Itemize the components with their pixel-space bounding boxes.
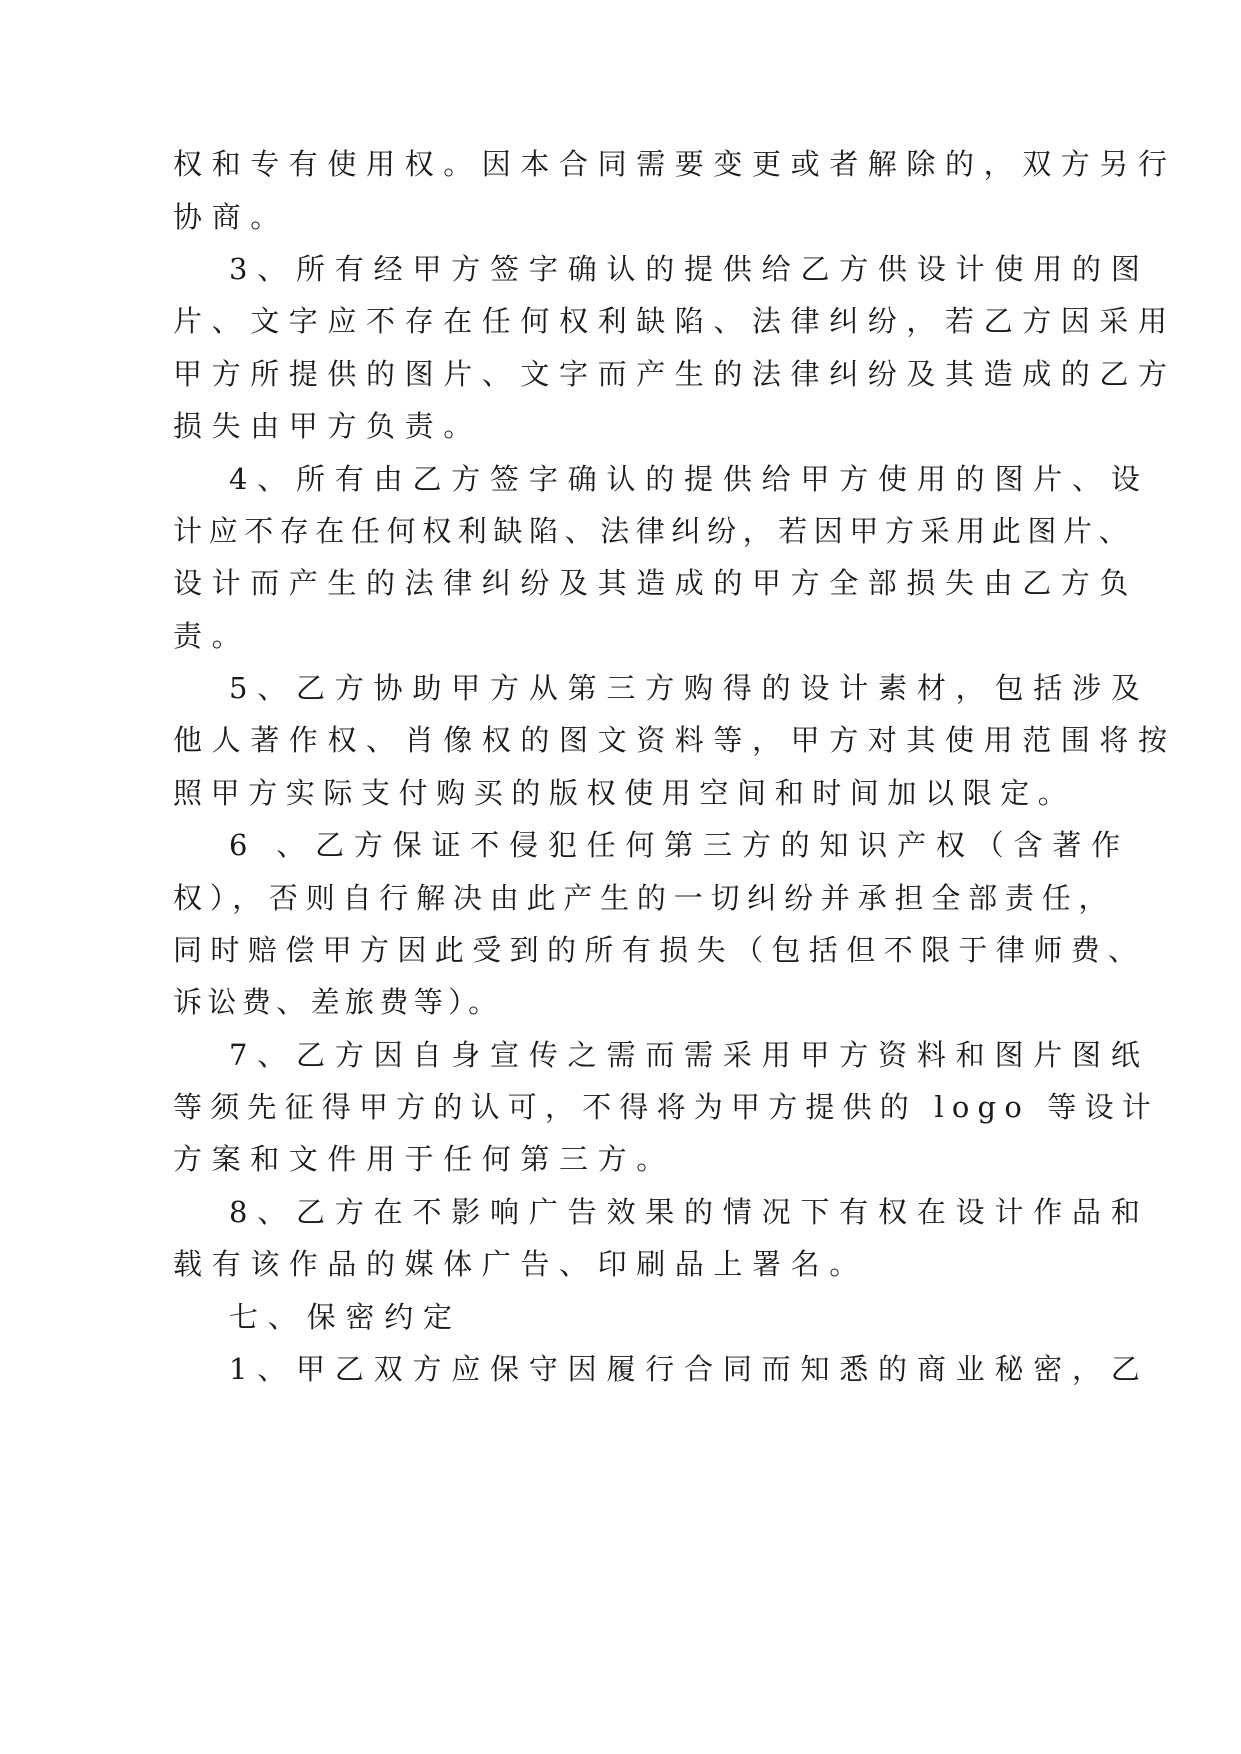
text-line: 计应不存在任何权利缺陷、法律纠纷，若因甲方采用此图片、 <box>173 514 1135 548</box>
text-line: 甲方所提供的图片、文字而产生的法律纠纷及其造成的乙方 <box>173 357 1177 391</box>
text-line: 他人著作权、肖像权的图文资料等，甲方对其使用范围将按 <box>173 723 1177 757</box>
text-line: 5、乙方协助甲方从第三方购得的设计素材，包括涉及 <box>229 671 1150 705</box>
text-line: 照甲方实际支付购买的版权使用空间和时间加以限定。 <box>173 776 1076 810</box>
section-heading: 七、保密约定 <box>229 1300 462 1334</box>
text-line: 6 、乙方保证不侵犯任何第三方的知识产权（含著作 <box>229 828 1130 862</box>
text-line: 方案和文件用于任何第三方。 <box>173 1142 675 1176</box>
text-line: 等须先征得甲方的认可，不得将为甲方提供的 logo 等设计 <box>173 1090 1159 1124</box>
text-line: 责。 <box>173 619 251 653</box>
text-line: 诉讼费、差旅费等）。 <box>173 985 503 1019</box>
text-line: 4、所有由乙方签字确认的提供给甲方使用的图片、设 <box>229 462 1150 496</box>
text-line: 权和专有使用权。因本合同需要变更或者解除的，双方另行 <box>173 147 1177 181</box>
text-line: 同时赔偿甲方因此受到的所有损失（包括但不限于律师费、 <box>173 933 1146 967</box>
text-line: 载有该作品的媒体广告、印刷品上署名。 <box>173 1247 868 1281</box>
text-line: 3、所有经甲方签字确认的提供给乙方供设计使用的图 <box>229 252 1150 286</box>
text-line: 损失由甲方负责。 <box>173 409 482 443</box>
text-line: 8、乙方在不影响广告效果的情况下有权在设计作品和 <box>229 1195 1150 1229</box>
text-line: 设计而产生的法律纠纷及其造成的甲方全部损失由乙方负 <box>173 566 1139 600</box>
text-line: 权），否则自行解决由此产生的一切纠纷并承担全部责任， <box>173 881 1116 915</box>
text-line: 协商。 <box>173 200 289 234</box>
text-line: 片、文字应不存在任何权利缺陷、法律纠纷，若乙方因采用 <box>173 304 1177 338</box>
text-line: 1、甲乙双方应保守因履行合同而知悉的商业秘密，乙 <box>229 1352 1150 1386</box>
text-line: 7、乙方因自身宣传之需而需采用甲方资料和图片图纸 <box>229 1038 1150 1072</box>
